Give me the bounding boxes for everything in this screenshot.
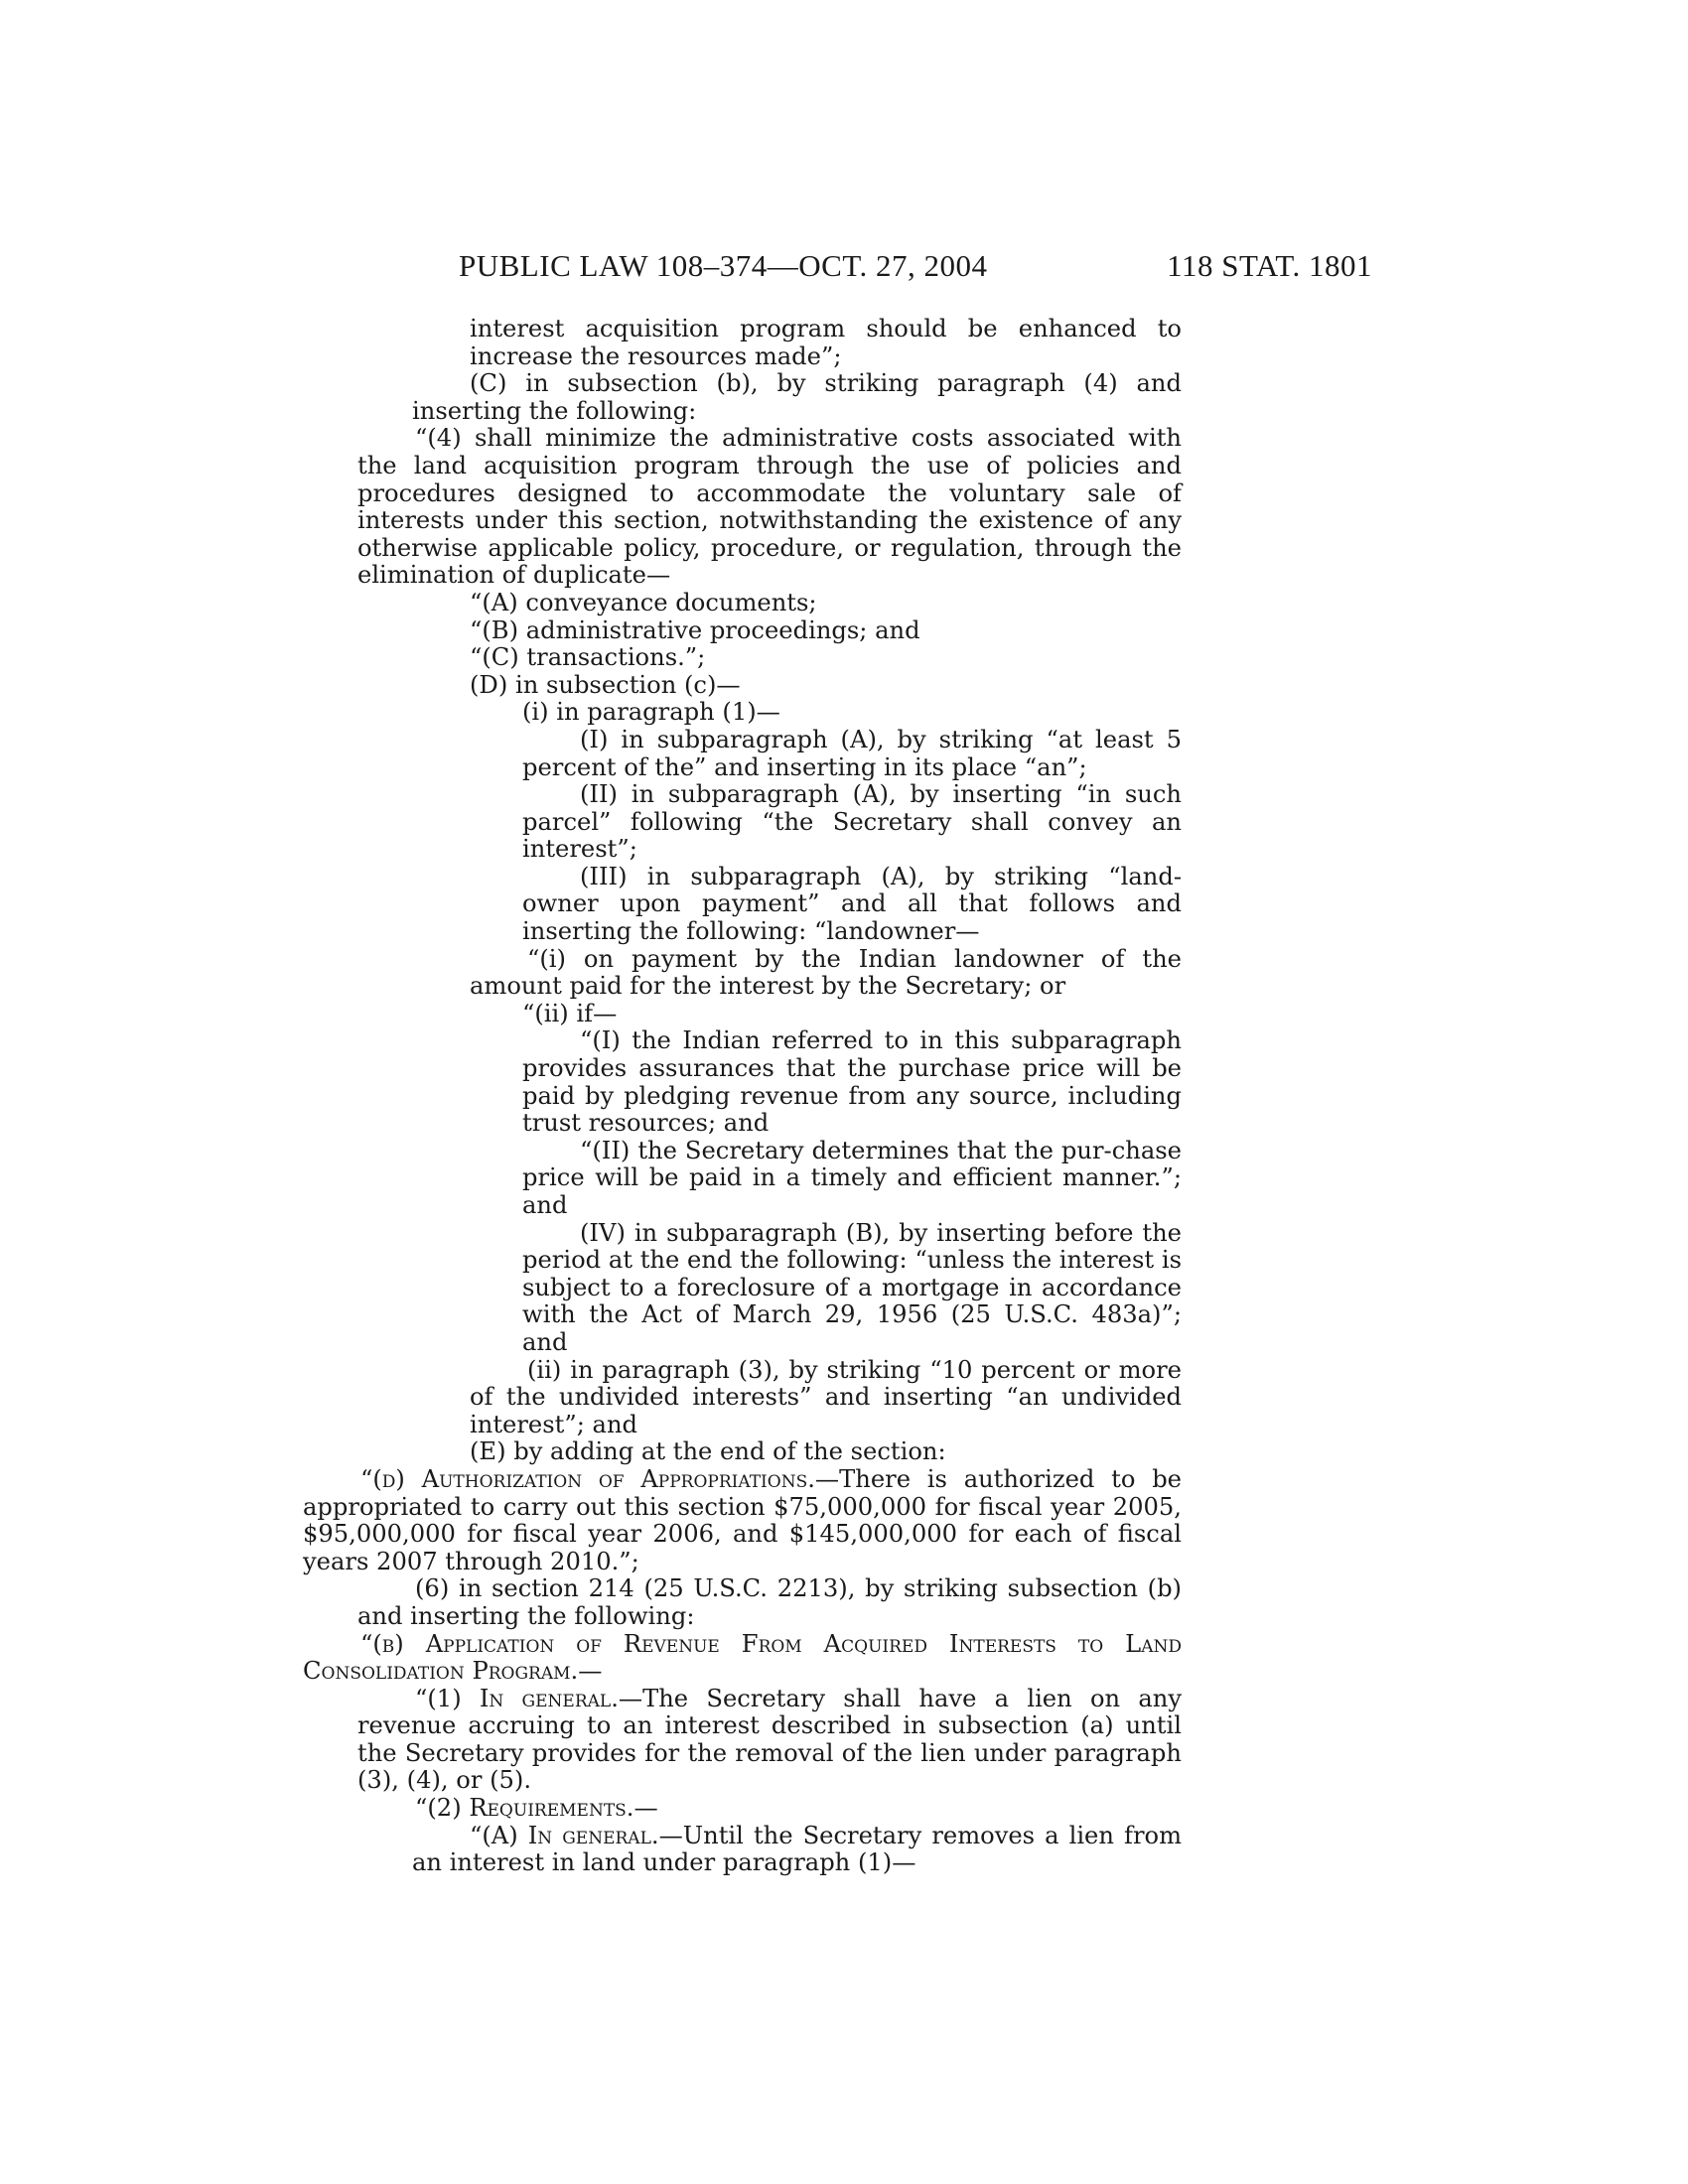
paragraph: “(I) the Indian referred to in this subparagraph provides assurances that the purchase price will be paid by pledging revenue from any source, including trust resources; and — [522, 1026, 1182, 1138]
paragraph: “(ii) if— — [522, 999, 618, 1027]
paragraph: (III) in subparagraph (A), by striking “land-owner upon payment” and all that follows and inserting the following: “landowner— — [522, 862, 1182, 946]
paragraph: “(4) shall minimize the administrative costs associated with the land acquisition program through the use of policies and procedures designed to accommodate the voluntary sale of interests under this section, notwithstanding the existence of any otherwise applicable policy, procedure, or regulation, through the elimination of duplicate— — [357, 424, 1182, 590]
paragraph: (ii) in paragraph (3), by striking “10 percent or more of the undivided interests” and inserting “an undivided interest”; and — [470, 1355, 1182, 1438]
header-stat-page: 118 STAT. 1801 — [1167, 248, 1372, 283]
header-title: PUBLIC LAW 108–374—OCT. 27, 2004 — [459, 248, 988, 283]
section-heading: “(d) Authorization of Appropriations. — [360, 1464, 815, 1493]
paragraph: “(A) In general.—Until the Secretary removes a lien from an interest in land under paragraph (1)— — [412, 1821, 1183, 1877]
paragraph: (i) in paragraph (1)— — [522, 698, 780, 727]
paragraph: “(A) conveyance documents; — [470, 588, 817, 616]
paragraph: “(II) the Secretary determines that the pur-chase price will be paid in a timely and efficient manner.”; and — [522, 1136, 1182, 1219]
section-heading: “(b) Application of Revenue From Acquired Interests to Land Consolidation Program. — [303, 1629, 1182, 1686]
section-heading: “(2) Requirements. — [415, 1794, 634, 1823]
paragraph: “(d) Authorization of Appropriations.—There is authorized to be appropriated to carry out this section $75,000,000 for fiscal year 2005, $95,000,000 for fiscal year 2006, and $145,000,000 for each of fiscal years 2007 through 2010.”; — [303, 1464, 1182, 1575]
section-heading: “(A) In general. — [470, 1821, 659, 1849]
paragraph: (II) in subparagraph (A), by inserting “in such parcel” following “the Secretary shall convey an interest”; — [522, 780, 1182, 864]
paragraph: (C) in subsection (b), by striking paragraph (4) and inserting the following: — [412, 369, 1182, 425]
paragraph: “(i) on payment by the Indian landowner of the amount paid for the interest by the Secretary; or — [470, 944, 1182, 1001]
paragraph: (IV) in subparagraph (B), by inserting before the period at the end the following: “unless the interest is subject to a foreclosure of a mortgage in accordance with the Act of March 29, 1956 (25 U.S.C. 483a)”; and — [522, 1218, 1182, 1356]
paragraph: “(1) In general.—The Secretary shall have a lien on any revenue accruing to an interest described in subsection (a) until the Secretary provides for the removal of the lien under paragraph (3), (4), or (5). — [357, 1684, 1183, 1795]
paragraph: “(B) administrative proceedings; and — [470, 615, 920, 644]
paragraph: (E) by adding at the end of the section: — [470, 1437, 946, 1466]
paragraph: (D) in subsection (c)— — [470, 670, 741, 699]
paragraph: interest acquisition program should be enhanced to increase the resources made”; — [470, 315, 1182, 370]
paragraph: (6) in section 214 (25 U.S.C. 2213), by striking subsection (b) and inserting the following: — [357, 1574, 1182, 1630]
paragraph: (I) in subparagraph (A), by striking “at least 5 percent of the” and inserting in its place “an”; — [522, 725, 1182, 781]
paragraph: “(2) Requirements.— — [415, 1794, 658, 1823]
paragraph: “(b) Application of Revenue From Acquired Interests to Land Consolidation Program.— — [303, 1629, 1182, 1686]
statute-text — [303, 316, 1182, 1877]
section-heading: “(1) In general. — [415, 1684, 619, 1712]
paragraph: “(C) transactions.”; — [470, 643, 706, 672]
